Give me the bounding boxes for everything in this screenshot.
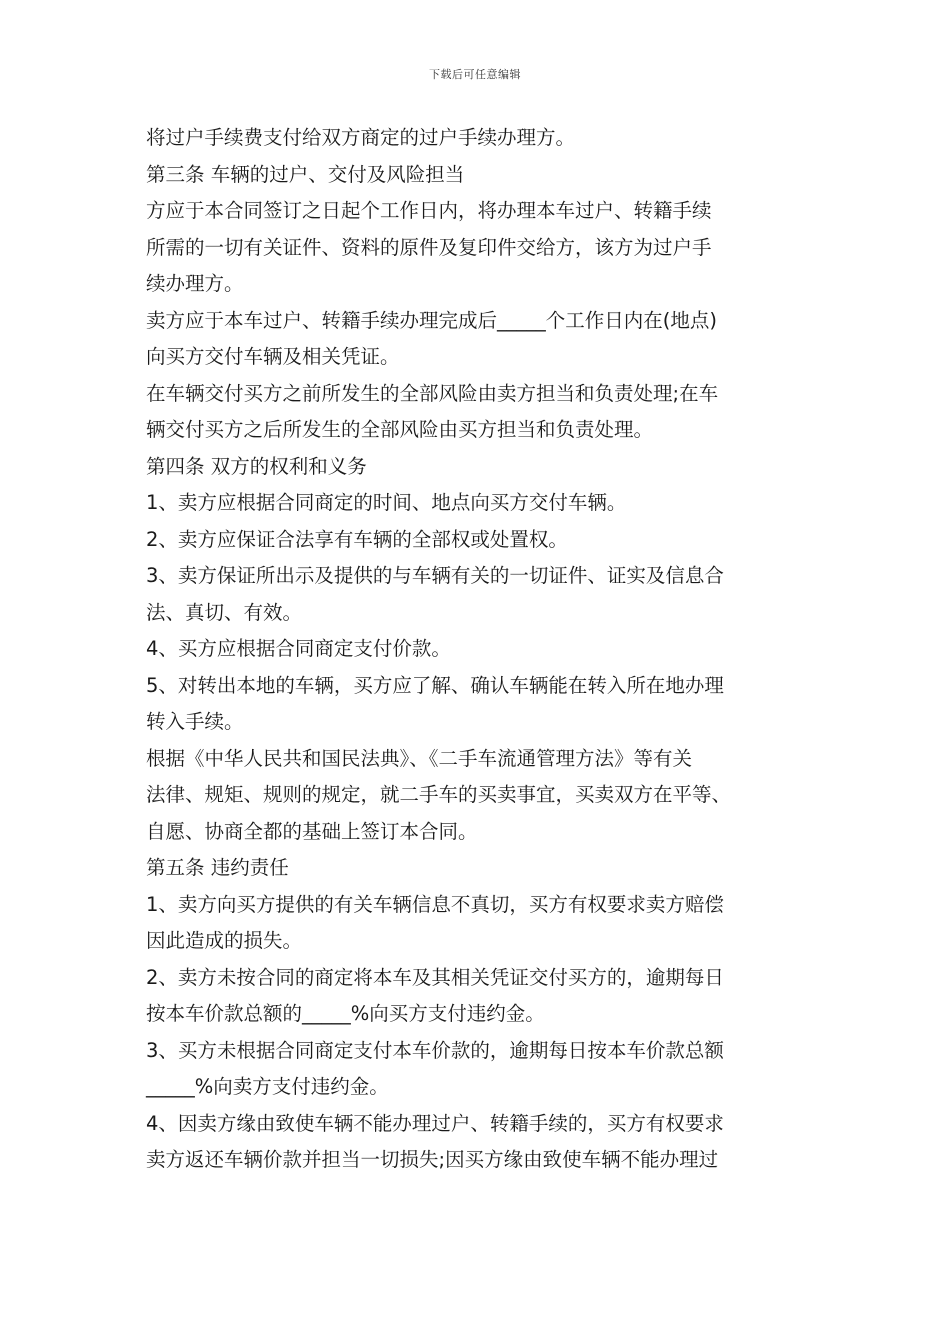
- section-heading: 第四条 双方的权利和义务: [146, 454, 367, 478]
- section-heading: 第三条 车辆的过户、交付及风险担当: [146, 162, 465, 186]
- text-line: 法律、规矩、规则的规定，就二手车的买卖事宜，买卖双方在平等、: [146, 783, 732, 806]
- text-line: 卖方应于本车过户、转籍手续办理完成后_____个工作日内在(地点): [146, 308, 717, 332]
- text-line: 法、真切、有效。: [146, 600, 303, 624]
- text-line: 根据《中华人民共和国民法典》、《二手车流通管理方法》等有关: [146, 746, 693, 770]
- page-header: 下载后可任意编辑: [429, 68, 521, 81]
- text-line: 4、买方应根据合同商定支付价款。: [146, 637, 451, 660]
- text-line: 将过户手续费支付给双方商定的过户手续办理方。: [146, 126, 576, 149]
- text-line: _____%向卖方支付违约金。: [146, 1075, 389, 1098]
- text-line: 2、卖方未按合同的商定将本车及其相关凭证交付买方的，逾期每日: [146, 965, 724, 989]
- document-body: [146, 120, 826, 1179]
- text-line: 向买方交付车辆及相关凭证。: [146, 345, 400, 368]
- text-line: 3、卖方保证所出示及提供的与车辆有关的一切证件、证实及信息合: [146, 564, 724, 587]
- text-line: 续办理方。: [146, 272, 244, 295]
- text-line: 卖方返还车辆价款并担当一切损失;因买方缘由致使车辆不能办理过: [146, 1148, 719, 1171]
- text-line: 2、卖方应保证合法享有车辆的全部权或处置权。: [146, 527, 568, 551]
- text-line: 5、对转出本地的车辆，买方应了解、确认车辆能在转入所在地办理: [146, 673, 724, 697]
- text-line: 按本车价款总额的_____%向买方支付违约金。: [146, 1002, 545, 1025]
- text-line: 3、买方未根据合同商定支付本车价款的，逾期每日按本车价款总额: [146, 1038, 724, 1062]
- section-heading: 第五条 违约责任: [146, 856, 289, 879]
- text-line: 转入手续。: [146, 710, 244, 733]
- text-line: 所需的一切有关证件、资料的原件及复印件交给方，该方为过户手: [146, 235, 712, 259]
- text-line: 方应于本合同签订之日起个工作日内，将办理本车过户、转籍手续: [146, 199, 712, 222]
- text-line: 自愿、协商全都的基础上签订本合同。: [146, 819, 478, 843]
- text-line: 4、因卖方缘由致使车辆不能办理过户、转籍手续的，买方有权要求: [146, 1111, 724, 1135]
- text-line: 1、卖方应根据合同商定的时间、地点向买方交付车辆。: [146, 491, 627, 514]
- text-line: 1、卖方向买方提供的有关车辆信息不真切，买方有权要求卖方赔偿: [146, 892, 724, 916]
- text-line: 在车辆交付买方之前所发生的全部风险由卖方担当和负责处理;在车: [146, 381, 719, 405]
- text-line: 辆交付买方之后所发生的全部风险由买方担当和负责处理。: [146, 418, 654, 441]
- text-line: 因此造成的损失。: [146, 929, 303, 952]
